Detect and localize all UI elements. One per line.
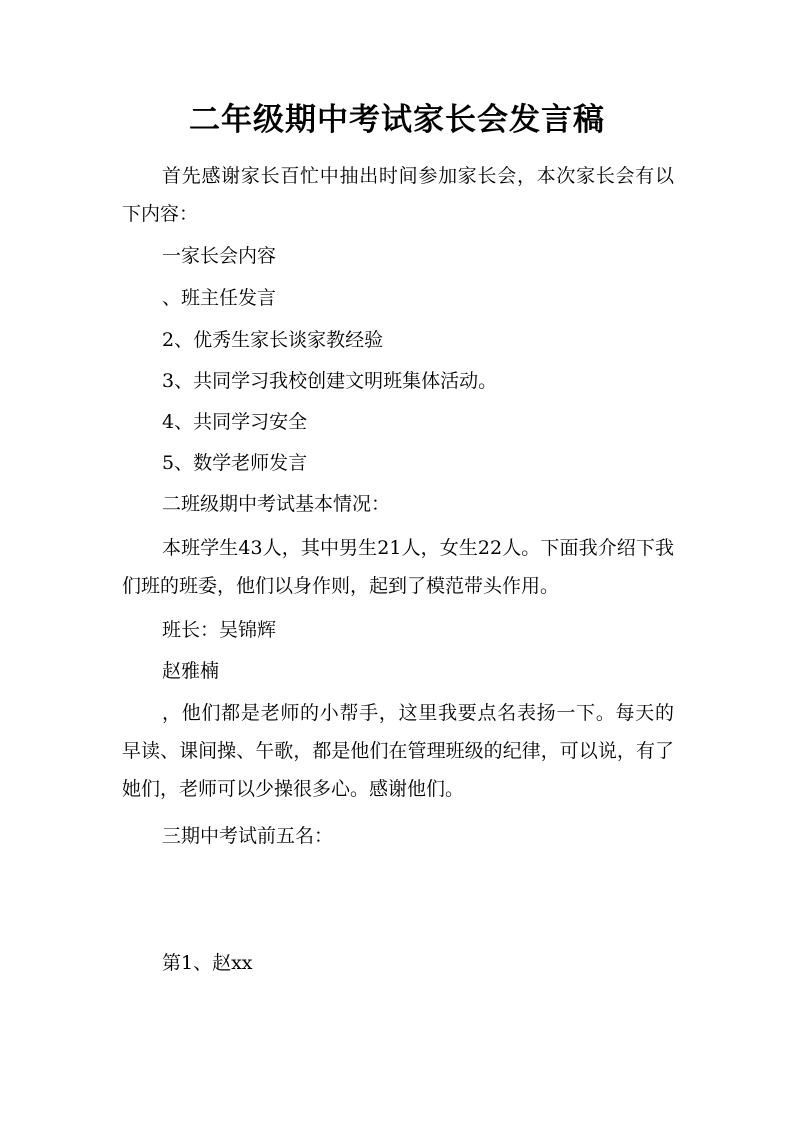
paragraph-intro: 首先感谢家长百忙中抽出时间参加家长会，本次家长会有以下内容：	[122, 165, 674, 225]
paragraph-item-4: 4、共同学习安全	[162, 411, 308, 433]
paragraph-student-name: 赵雅楠	[162, 660, 220, 682]
paragraph-item-teacher-speech: 、班主任发言	[162, 287, 277, 309]
paragraph-rank-1: 第1、赵xx	[162, 952, 253, 974]
paragraph-section-2-heading: 二班级期中考试基本情况：	[162, 493, 391, 515]
document-title: 二年级期中考试家长会发言稿	[189, 102, 605, 138]
paragraph-section-3-heading: 三期中考试前五名：	[162, 825, 334, 847]
paragraph-item-5: 5、数学老师发言	[162, 452, 308, 474]
paragraph-praise: ，他们都是老师的小帮手，这里我要点名表扬一下。每天的早读、课间操、午歌，都是他们在管理班级的纪律，可以说，有了她们，老师可以少操很多心。感谢他们。	[122, 702, 674, 800]
paragraph-class-overview: 本班学生43人，其中男生21人，女生22人。下面我介绍下我们班的班委，他们以身作则，起到了模范带头作用。	[122, 537, 674, 597]
paragraph-item-3: 3、共同学习我校创建文明班集体活动。	[162, 370, 498, 392]
paragraph-section-1-heading: 一家长会内容	[162, 245, 277, 267]
paragraph-item-2: 2、优秀生家长谈家教经验	[162, 329, 384, 351]
paragraph-class-monitor: 班长：吴锦辉	[162, 619, 277, 641]
